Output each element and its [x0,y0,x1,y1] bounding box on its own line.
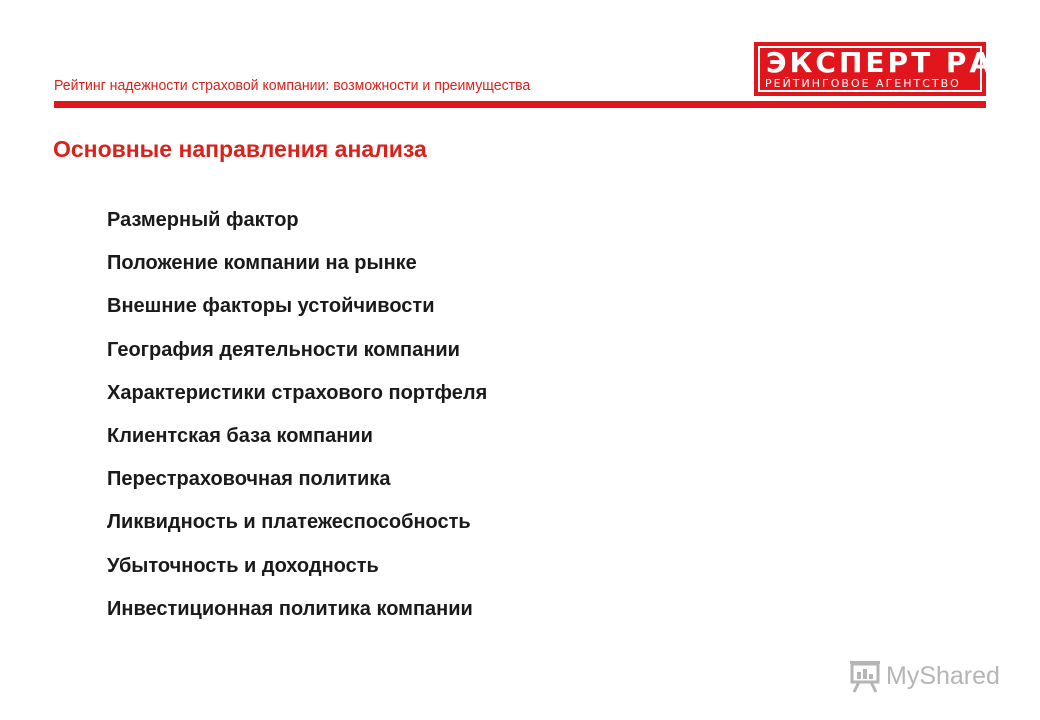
list-item: География деятельности компании [107,338,460,361]
slide-title: Основные направления анализа [53,136,427,162]
header-divider [54,101,986,108]
list-item: Внешние факторы устойчивости [107,295,435,318]
list-item: Положение компании на рынке [107,252,417,275]
presentation-board-icon [848,658,882,694]
list-item: Ликвидность и платежеспособность [107,511,471,534]
watermark-text: MyShared [886,661,1000,690]
list-item: Убыточность и доходность [107,554,379,577]
list-item: Характеристики страхового портфеля [107,381,488,404]
list-item: Инвестиционная политика компании [107,597,473,620]
presentation-subtitle: Рейтинг надежности страховой компании: возможности и преимущества [54,77,531,94]
list-item: Клиентская база компании [107,424,373,447]
myshared-watermark[interactable] [848,656,1000,696]
logo-main-text: ЭКСПЕРТ РА [766,46,995,79]
logo-sub-text: РЕЙТИНГОВОЕ АГЕНТСТВО [765,77,961,90]
list-item: Размерный фактор [107,209,299,231]
logo-frame [758,46,995,92]
list-item: Перестраховочная политика [107,468,391,491]
expert-ra-logo [754,42,995,96]
analysis-directions-list [107,208,487,640]
